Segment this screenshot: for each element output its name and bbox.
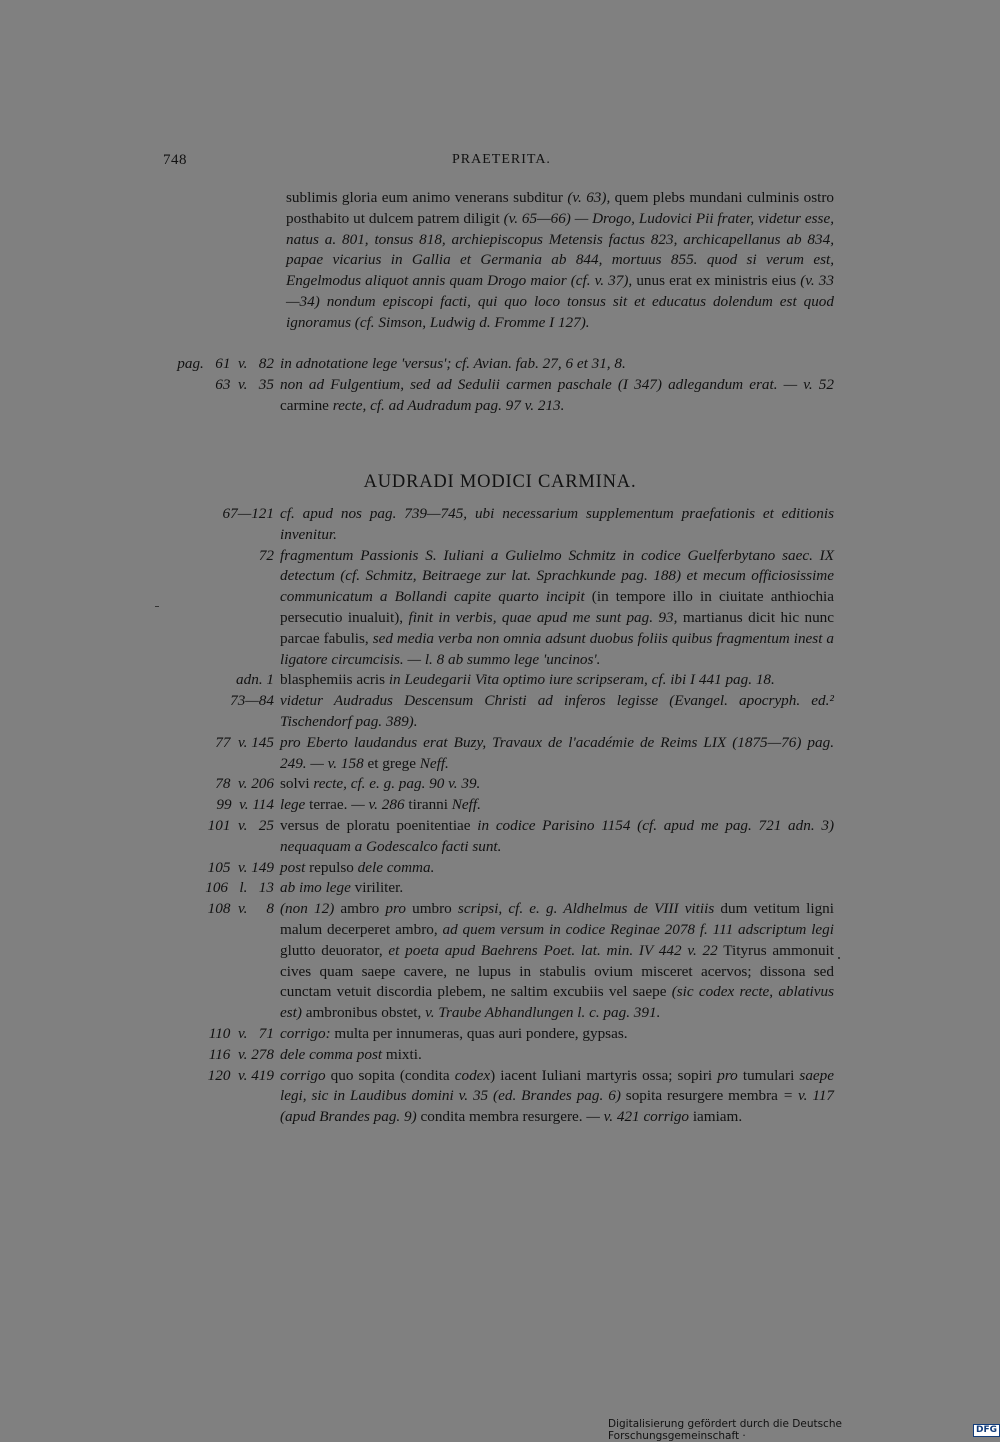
note-entry (160, 1024, 834, 1045)
roman-span: umbro (405, 900, 458, 918)
roman-span: versus de ploratu poenitentiae (280, 816, 478, 834)
italic-span: (non 12) (280, 900, 335, 918)
italic-span: ab imo lege (280, 879, 351, 897)
dfg-logo: DFG (973, 1424, 1000, 1437)
roman-span: quo sopita (condita (325, 1066, 455, 1084)
entry-reference: 116 v. 278 (208, 1045, 274, 1063)
note-entry (160, 354, 834, 375)
note-entry (160, 670, 834, 691)
note-entry (160, 504, 834, 546)
roman-span: ) iacent Iuliani martyris ossa; sopiri (490, 1066, 718, 1084)
entry-text (280, 1045, 834, 1066)
entry-text (280, 504, 834, 546)
roman-span: dum vetitum ligni malum decerperet ambro, (280, 900, 834, 938)
italic-span: v. Traube Abhandlungen l. c. pag. 391. (425, 1004, 661, 1022)
margin-dot (838, 957, 840, 959)
entry-reference: 106 l. 13 (205, 879, 274, 897)
italic-span: post (280, 858, 306, 876)
roman-span: repulso (305, 858, 358, 876)
roman-span: mixti. (382, 1045, 422, 1063)
italic-span: sed media verba non omnia adsunt duobus foliis quibus fragmentum inest a ligatore circumcisis. — l. 8 ab summo lege 'uncinos'. (280, 629, 834, 668)
entry-reference: 72 (258, 546, 274, 564)
note-entry (160, 375, 834, 417)
italic-span: fragmentum Passionis S. Iuliani a Gulielmo Schmitz in codice Guelferbytano saec. IX detectum (cf. Schmitz, Beitraege zur lat. Sprachkunde pag. 188) et mecum officiosissime communicatum a Bollandi capite quarto incipit (280, 546, 834, 606)
entry-text (280, 1066, 834, 1128)
italic-span: (v. 63), (567, 189, 611, 206)
entry-reference: 73—84 (230, 692, 274, 710)
entry-text (280, 858, 834, 879)
italic-span: saepe legi, sic in Laudibus domini v. 35 (ed. Brandes pag. 6) (280, 1066, 834, 1105)
entry-reference: 101 v. 25 (207, 816, 274, 834)
entry-reference: 110 v. 71 (208, 1024, 274, 1042)
entry-reference: 77 v. 145 (215, 733, 274, 751)
italic-span: finit in verbis, quae apud me sunt pag. 93, (408, 608, 678, 626)
entry-text (280, 354, 834, 375)
roman-span: tumulari (737, 1066, 800, 1084)
entry-reference: pag. 61 v. 82 (177, 355, 274, 372)
roman-span: et grege (363, 754, 420, 772)
italic-span: pro (717, 1066, 738, 1084)
italic-span: Neff. (419, 754, 449, 772)
italic-span: et poeta apud Baehrens Poet. lat. min. IV 442 v. 22 (388, 941, 718, 959)
note-entry (160, 1066, 834, 1128)
intro-paragraph (286, 188, 834, 334)
italic-span: (sic codex recte, ablativus est) (280, 983, 835, 1022)
roman-span: terrae. (305, 796, 352, 814)
entry-text (280, 670, 834, 691)
italic-span: in Leudegarii Vita optimo iure scripseram, cf. ibi I 441 pag. 18. (388, 671, 775, 689)
entries-list (160, 504, 834, 1128)
entry-reference: 99 v. 114 (216, 796, 274, 814)
italic-span: corrigo: (280, 1024, 331, 1042)
roman-span: viriliter. (350, 879, 404, 897)
note-entry (160, 899, 834, 1024)
italic-span: dele comma. (357, 858, 435, 876)
note-entry (160, 546, 834, 671)
italic-span: recte, cf. ad Audradum pag. 97 v. 213. (332, 396, 565, 414)
entry-reference: 63 v. 35 (215, 375, 274, 393)
entry-text (280, 774, 834, 795)
roman-span: martianus dicit hic nunc parcae fabulis, (280, 608, 835, 647)
entry-reference: 108 v. 8 (207, 900, 274, 918)
entry-text (280, 795, 834, 816)
roman-span: tiranni (404, 796, 452, 814)
roman-span: solvi (280, 775, 314, 793)
italic-span: = v. 117 (apud Brandes pag. 9) (280, 1087, 835, 1126)
italic-span: (v. 65—66) — Drogo, Ludovici Pii frater, videtur esse, natus a. 801, tonsus 818, archiepiscopus Metensis factus 823, archicapellanus ab 834, papae vicarius in Gallia et Germania ab 844, mortuus 855. quod si verum est, Engelmodus aliquot annis quam Drogo maior (cf. v. 37), (286, 209, 834, 290)
entry-text (280, 1024, 834, 1045)
roman-span: ambronibus obstet, (301, 1004, 426, 1022)
entry-reference: 67—121 (222, 505, 274, 522)
roman-span: carmine (280, 396, 333, 414)
italic-span: cf. apud nos pag. 739—745, ubi necessarium supplementum praefationis et editionis invenitur. (280, 505, 834, 543)
note-entry (160, 691, 834, 733)
italic-span: — v. 421 corrigo (586, 1108, 690, 1126)
entry-text (280, 878, 834, 899)
italic-span: lege (280, 796, 306, 814)
entry-text (280, 546, 834, 671)
entry-text (280, 899, 834, 1024)
roman-span: (in tempore illo in ciuitate anthiochia persecutio inualuit), (280, 588, 835, 626)
note-entry (160, 1045, 834, 1066)
entry-text (280, 816, 834, 858)
note-entry (160, 816, 834, 858)
italic-span: pro (385, 900, 406, 918)
roman-span: blasphemiis acris (280, 671, 389, 689)
note-entry (160, 858, 834, 879)
roman-span: unus erat ex ministris eius (632, 272, 801, 290)
italic-span: non ad Fulgentium, sed ad Sedulii carmen paschale (I 347) adlegandum erat. — v. 52 (280, 375, 834, 393)
page-number: 748 (163, 152, 187, 168)
note-entry (160, 795, 834, 816)
italic-span: (v. 33 —34) nondum episcopi facti, qui quo loco tonsus sit et educatus dolendum est quod ignoramus (cf. Simson, Ludwig d. Fromme I 127). (286, 272, 834, 331)
italic-span: recte, cf. e. g. pag. 90 v. 39. (313, 775, 481, 793)
italic-span: in adnotatione lege 'versus'; cf. Avian. fab. 27, 6 et 31, 8. (280, 355, 626, 372)
entry-text (280, 375, 834, 417)
entry-text (280, 733, 834, 775)
italic-span: corrigo (280, 1066, 326, 1084)
italic-span: dele comma post (280, 1045, 383, 1063)
italic-span: ad quem versum in codice Reginae 2078 f. 111 adscriptum legi (442, 920, 834, 938)
italic-span: in codice Parisino 1154 (cf. apud me pag. 721 adn. 3) nequaquam a Godescalco facti sunt. (280, 816, 834, 855)
note-entry (160, 733, 834, 775)
roman-span: glutto deuorator, (280, 941, 389, 959)
roman-span: condita membra resurgere. (416, 1108, 587, 1126)
italic-span: pro Eberto laudandus erat Buzy, Travaux de l'académie de Reims LIX (1875—76) pag. 249. — v. 158 (280, 733, 834, 772)
note-entry (160, 878, 834, 899)
roman-span: multa per innumeras, quas auri pondere, gypsas. (330, 1024, 628, 1042)
italic-span: videtur Audradus Descensum Christi ad inferos legisse (Evangel. apocryph. ed.² Tischendorf pag. 389). (280, 692, 834, 730)
note-entry (160, 774, 834, 795)
footer-text: Digitalisierung gefördert durch die Deutsche Forschungsgemeinschaft · (608, 1418, 842, 1442)
italic-span: scripsi, cf. e. g. Aldhelmus de VIII vitiis (457, 900, 715, 918)
roman-span: sublimis gloria eum animo venerans subditur (286, 189, 568, 206)
footer (608, 1418, 1000, 1442)
italic-span: — v. 286 (351, 796, 405, 814)
italic-span: codex (454, 1066, 491, 1084)
entry-reference: 120 v. 419 (207, 1066, 274, 1084)
entry-reference: adn. 1 (236, 671, 274, 689)
roman-span: Tityrus ammonuit cives quam saepe cavere, ne lupus in stabulis ovium misceret acervos; dissona sed cunctam vetuit discordia plebem, ne saltim excubiis vel saepe (280, 941, 834, 1001)
entry-reference: 78 v. 206 (215, 775, 274, 793)
roman-span: iamiam. (689, 1108, 743, 1126)
section-title: AUDRADI MODICI CARMINA. (363, 472, 637, 492)
running-title: PRAETERITA. (452, 152, 551, 167)
pre-entries (160, 354, 834, 416)
roman-span: quem plebs mundani culminis ostro posthabito ut dulcem patrem diligit (286, 189, 834, 227)
italic-span: Neff. (451, 796, 481, 814)
roman-span: ambro (334, 900, 386, 918)
roman-span: sopita resurgere membra (620, 1087, 783, 1105)
entry-reference: 105 v. 149 (207, 858, 274, 876)
entry-text (280, 691, 834, 733)
margin-mark (155, 606, 159, 607)
